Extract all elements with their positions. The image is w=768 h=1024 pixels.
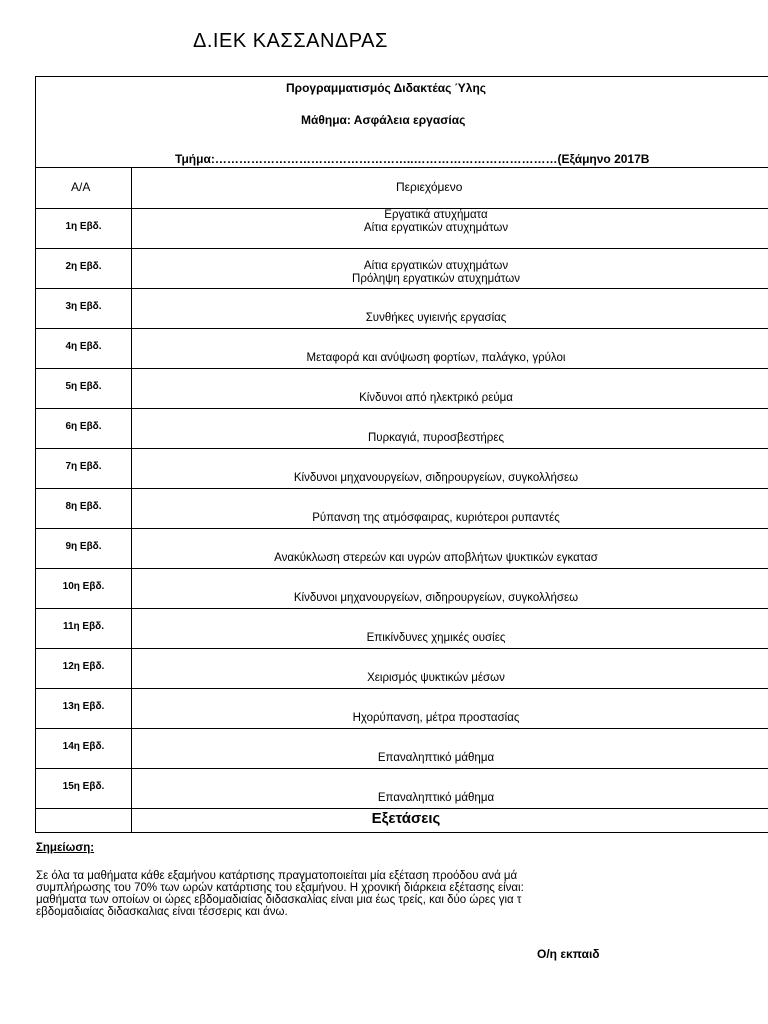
note-line: μαθήματα των οποίων οι ώρες εβδομαδιαίας διδασκαλίας είναι μια έως τρείς, και δύο ώρες για τ	[36, 894, 522, 906]
row-divider	[36, 688, 768, 689]
week-label: 7η Εβδ.	[65, 461, 102, 472]
week-content-line-2: Κίνδυνοι μηχανουργείων, σιδηρουργείων, συγκολλήσεω	[293, 472, 579, 484]
row-divider	[36, 368, 768, 369]
week-content-line-2: Ηχορύπανση, μέτρα προστασίας	[352, 712, 520, 724]
exams-label: Εξετάσεις	[371, 810, 441, 827]
week-content-line-2: Ανακύκλωση στερεών και υγρών αποβλήτων ψυκτικών εγκατασ	[274, 552, 598, 564]
school-title: Δ.ΙΕΚ ΚΑΣΣΑΝΔΡΑΣ	[193, 30, 388, 52]
row-divider	[36, 768, 768, 769]
week-content-line-2: Συνθήκες υγιεινής εργασίας	[365, 312, 507, 324]
column-header-content: Περιεχόμενο	[396, 180, 463, 194]
row-divider	[36, 448, 768, 449]
syllabus-table	[35, 76, 768, 833]
week-content-line-2: Επικίνδυνες χημικές ουσίες	[366, 632, 506, 644]
week-label: 8η Εβδ.	[65, 501, 102, 512]
week-label: 9η Εβδ.	[65, 541, 102, 552]
column-divider	[131, 167, 132, 832]
department-line: Τμήμα:…………………………………………..………………………………(Εξάμηνο 2017Β	[175, 152, 650, 166]
row-divider	[36, 328, 768, 329]
week-label: 14η Εβδ.	[62, 741, 105, 752]
syllabus-title: Προγραμματισμός Διδακτέας Ύλης	[286, 81, 487, 95]
week-content-line-2: Ρύπανση της ατμόσφαιρας, κυριότεροι ρυπαντές	[312, 512, 560, 524]
subject-line: Μάθημα: Ασφάλεια εργασίας	[301, 113, 466, 127]
divider	[36, 832, 768, 833]
row-divider	[36, 488, 768, 489]
note-line: εβδομαδιαίας διδασκαλιας είναι τέσσερις και άνω.	[36, 906, 288, 918]
week-label: 4η Εβδ.	[65, 341, 102, 352]
note-line: συμπλήρωσης του 70% των ωρών κατάρτισης του εξαμήνου. Η χρονική διάρκεια εξέτασης είναι:	[36, 882, 524, 894]
week-label: 6η Εβδ.	[65, 421, 102, 432]
week-label: 2η Εβδ.	[65, 261, 102, 272]
week-content-line-2: Κίνδυνοι από ηλεκτρικό ρεύμα	[359, 392, 513, 404]
divider	[36, 167, 768, 168]
column-header-index: Α/Α	[71, 180, 91, 194]
week-content-line-1: Εργατικά ατυχήματα	[384, 209, 488, 221]
week-content-line-2: Πυρκαγιά, πυροσβεστήρες	[368, 432, 504, 444]
row-divider	[36, 568, 768, 569]
row-divider	[36, 728, 768, 729]
week-content-line-2: Πρόληψη εργατικών ατυχημάτων	[352, 273, 520, 285]
week-label: 3η Εβδ.	[65, 301, 102, 312]
row-divider	[36, 648, 768, 649]
week-label: 5η Εβδ.	[65, 381, 102, 392]
week-content-line-2: Κίνδυνοι μηχανουργείων, σιδηρουργείων, συγκολλήσεω	[293, 592, 579, 604]
note-line: Σε όλα τα μαθήματα κάθε εξαμήνου κατάρτισης πραγματοποιείται μία εξέταση προόδου ανά μά	[36, 870, 518, 882]
week-label: 10η Εβδ.	[62, 581, 105, 592]
row-divider	[36, 288, 768, 289]
week-label: 11η Εβδ.	[62, 621, 105, 632]
week-label: 12η Εβδ.	[62, 661, 105, 672]
note-title: Σημείωση:	[36, 842, 95, 854]
week-content-line-2: Επαναληπτικό μάθημα	[377, 752, 495, 764]
row-divider	[36, 528, 768, 529]
row-divider	[36, 248, 768, 249]
week-content-line-1: Αίτια εργατικών ατυχημάτων	[363, 260, 509, 272]
divider	[36, 808, 768, 809]
row-divider	[36, 608, 768, 609]
signature-label: Ο/η εκπαιδ	[537, 947, 600, 961]
note-body	[36, 870, 768, 918]
week-label: 15η Εβδ.	[62, 781, 105, 792]
week-label: 13η Εβδ.	[62, 701, 105, 712]
week-content-line-2: Αίτια εργατικών ατυχημάτων	[363, 222, 509, 234]
week-label: 1η Εβδ.	[65, 221, 102, 232]
week-content-line-2: Χειρισμός ψυκτικών μέσων	[367, 672, 505, 684]
week-content-line-2: Επαναληπτικό μάθημα	[377, 792, 495, 804]
row-divider	[36, 408, 768, 409]
week-content-line-2: Μεταφορά και ανύψωση φορτίων, παλάγκο, γρύλοι	[306, 352, 566, 364]
